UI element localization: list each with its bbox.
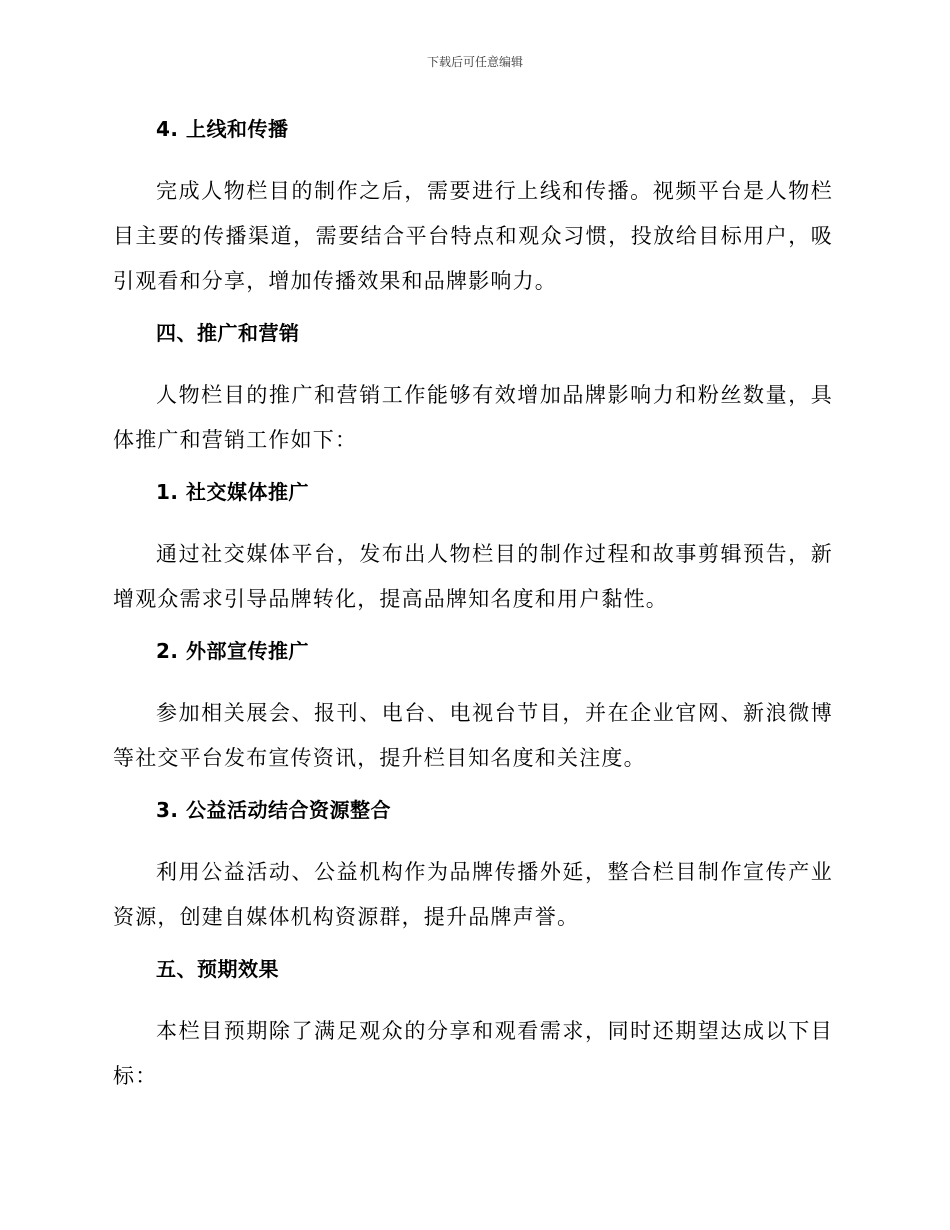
paragraph-social-media: 通过社交媒体平台，发布出人物栏目的制作过程和故事剪辑预告，新增观众需求引导品牌转化，提高品牌知名度和用户黏性。 <box>113 542 833 611</box>
paragraph-promotion: 人物栏目的推广和营销工作能够有效增加品牌影响力和粉丝数量，具体推广和营销工作如下： <box>113 383 833 452</box>
section-heading-social-media: 1. 社交媒体推广 <box>156 480 309 504</box>
section-heading-charity: 3. 公益活动结合资源整合 <box>156 798 391 822</box>
document-body <box>113 110 833 1109</box>
section-heading-launch: 4. 上线和传播 <box>156 117 289 141</box>
paragraph-expected-results: 本栏目预期除了满足观众的分享和观看需求，同时还期望达成以下目标： <box>113 1019 833 1088</box>
section-heading-expected-results: 五、预期效果 <box>156 957 279 981</box>
page-header: 下载后可任意编辑 <box>426 55 523 69</box>
section-heading-external-publicity: 2. 外部宣传推广 <box>156 639 309 663</box>
paragraph-external-publicity: 参加相关展会、报刊、电台、电视台节目，并在企业官网、新浪微博等社交平台发布宣传资讯，提升栏目知名度和关注度。 <box>113 701 833 770</box>
paragraph-charity: 利用公益活动、公益机构作为品牌传播外延，整合栏目制作宣传产业资源，创建自媒体机构资源群，提升品牌声誉。 <box>113 860 833 929</box>
section-heading-promotion: 四、推广和营销 <box>156 321 300 345</box>
paragraph-launch: 完成人物栏目的制作之后，需要进行上线和传播。视频平台是人物栏目主要的传播渠道，需要结合平台特点和观众习惯，投放给目标用户，吸引观看和分享，增加传播效果和品牌影响力。 <box>113 179 833 293</box>
